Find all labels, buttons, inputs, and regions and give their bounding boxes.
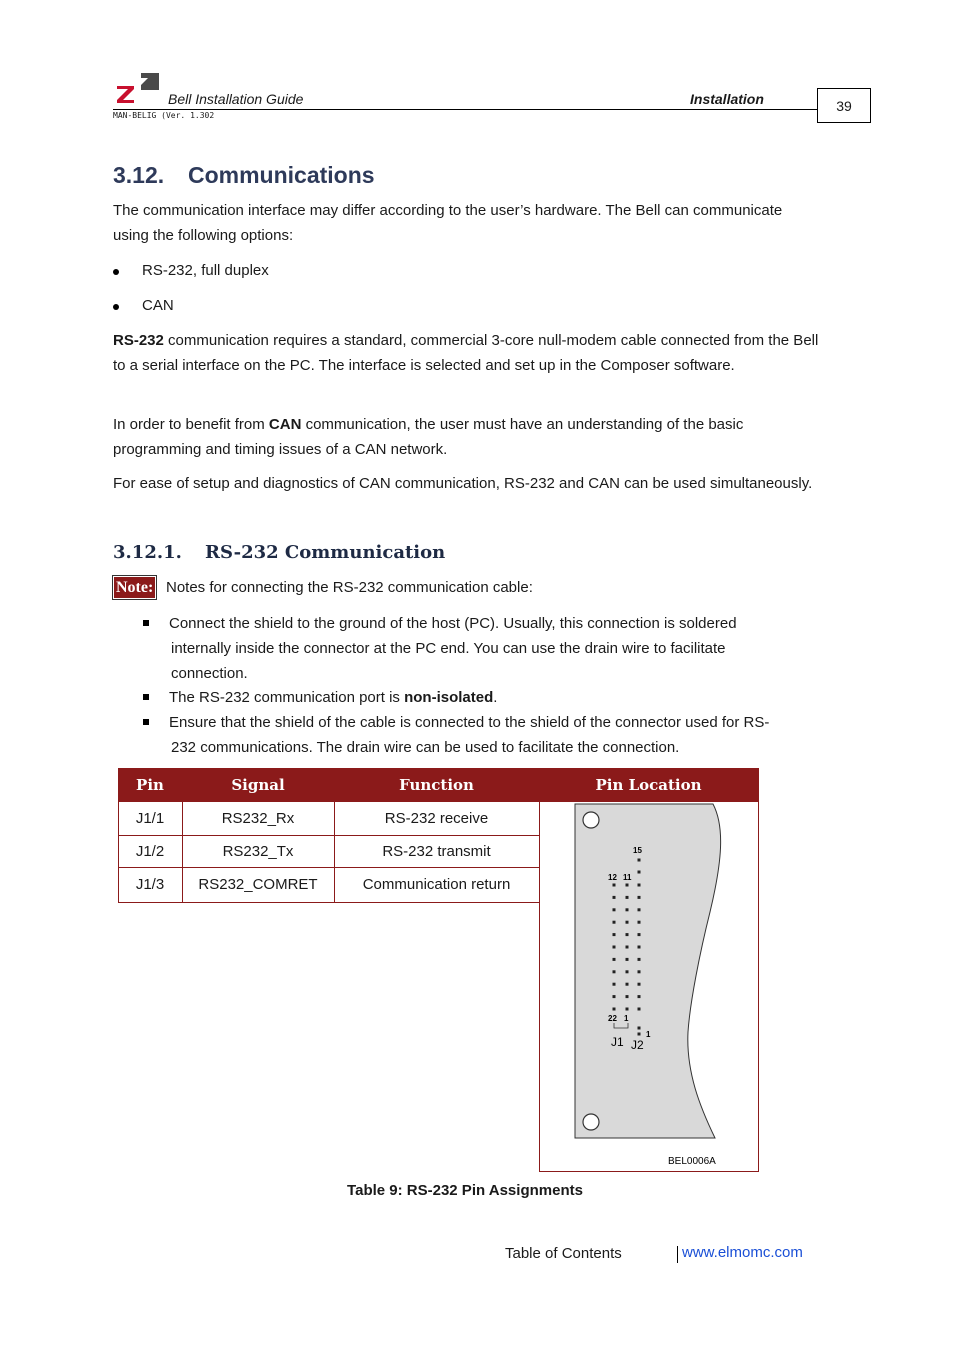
list-item-text: RS-232, full duplex [142,262,269,279]
can-paragraph [113,412,828,462]
table-border [118,802,119,902]
connector-pin [638,1033,641,1036]
connector-pin [638,1027,641,1030]
note-line: internally inside the connector at the PC end. You can use the drain wire to facilitate [171,640,726,657]
connector-pin [626,896,629,899]
cell-function: RS-232 transmit [382,842,491,860]
column-header-signal: Signal [231,776,285,794]
connector-pin [613,1008,616,1011]
note-line: Ensure that the shield of the cable is connected to the shield of the connector used for RS- [169,714,770,731]
non-isolated-bold: non-isolated [404,689,494,706]
section-number: 3.12. [113,162,165,188]
section-title-text: Communications [188,162,375,188]
connector-pin [613,896,616,899]
note-line: Connect the shield to the ground of the host (PC). Usually, this connection is soldered [169,615,737,632]
mounting-hole-top [583,812,599,828]
label-pin-1-j2: 1 [646,1030,651,1039]
connector-pin [613,983,616,986]
label-pin-15: 15 [633,846,642,855]
connector-pin [626,884,629,887]
connector-pin [613,946,616,949]
table-of-contents-link[interactable]: Table of Contents [505,1245,622,1262]
cell-signal: RS232_Tx [222,842,294,860]
connector-pin [638,970,641,973]
connector-pin [638,871,641,874]
can-text-after: communication, the user must have an understanding of the basic programming and timing issues of a CAN network. [113,416,744,458]
connector-pin [638,933,641,936]
header-guide-title: Bell Installation Guide [168,91,304,107]
label-j1: J1 [611,1035,624,1049]
connector-pin [626,908,629,911]
connector-pin [626,995,629,998]
connector-pin [638,896,641,899]
website-link[interactable]: www.elmomc.com [682,1244,803,1261]
connector-pin [613,921,616,924]
column-header-pin-location: Pin Location [595,776,702,794]
connector-pin [626,921,629,924]
figure-code: BEL0006A [668,1156,716,1167]
subsection-title-text: RS-232 Communication [205,542,446,563]
page-number: 39 [817,88,871,123]
intro-paragraph: The communication interface may differ according to the user’s hardware. The Bell can communicate using the following options: [113,202,783,244]
note-text-before: The RS-232 communication port is [169,689,405,706]
cell-function: Communication return [362,876,511,893]
subsection-number: 3.12.1. [113,542,182,563]
square-bullet [143,719,149,725]
note-line: 232 communications. The drain wire can be used to facilitate the connection. [171,739,680,756]
pin-assignment-table [118,768,758,1172]
cell-function: RS-232 receive [384,810,489,827]
cell-pin: J1/2 [135,842,165,860]
note-list-item-text [169,611,819,686]
note-list-item-text [169,710,819,760]
column-header-pin: Pin [136,776,164,794]
connector-pin [638,859,641,862]
cell-signal: RS232_COMRET [198,876,318,893]
table-border [539,1171,758,1172]
elmo-logo [117,73,159,103]
table-border [118,867,539,868]
table-border [118,902,539,903]
bullet-dot [113,269,119,275]
connector-pin [638,946,641,949]
can-text-before: In order to benefit from [113,416,269,433]
table-border [182,802,183,902]
connector-pin [626,1008,629,1011]
can-bold: CAN [268,416,302,433]
connector-pin [613,958,616,961]
diagnostics-paragraph: For ease of setup and diagnostics of CAN communication, RS-232 and CAN can be used simultaneously. [113,475,813,492]
mounting-hole-bottom [583,1114,599,1130]
connector-pin [613,908,616,911]
connector-pin [638,995,641,998]
connector-pin [613,933,616,936]
note-text: Notes for connecting the RS-232 communication cable: [166,579,533,596]
note-line: connection. [171,665,248,682]
note-list-item-text [169,685,819,710]
connector-pin [613,995,616,998]
header-rule [113,109,818,110]
connector-pin [638,958,641,961]
footer-separator [677,1246,678,1263]
square-bullet [143,620,149,626]
rs232-bold: RS-232 [113,332,164,349]
bullet-dot [113,304,119,310]
table-header [118,768,758,802]
connector-pin [626,958,629,961]
cell-pin: J1/1 [135,810,165,827]
header-section-name: Installation [690,91,764,107]
connector-pin [613,970,616,973]
rs232-paragraph [113,328,828,378]
rs232-text: communication requires a standard, commercial 3-core null-modem cable connected from the Bell to a serial interface on the PC. The interface is selected and set up in the Composer software. [113,332,819,374]
label-pin-1-j1: 1 [624,1014,629,1023]
cell-pin: J1/3 [135,876,165,893]
table-caption: Table 9: RS-232 Pin Assignments [347,1182,583,1199]
table-border [118,835,539,836]
square-bullet [143,694,149,700]
connector-pin [638,921,641,924]
section-title [113,162,375,189]
connector-pin [638,884,641,887]
cell-signal: RS232_Rx [221,810,295,827]
connector-pin [638,983,641,986]
column-header-function: Function [399,776,474,794]
connector-pin [626,983,629,986]
connector-pin [626,946,629,949]
list-item-text: CAN [142,297,174,314]
connector-pin [613,884,616,887]
label-pin-12: 12 [608,873,617,882]
label-pin-11: 11 [623,873,632,882]
connector-pin [626,970,629,973]
note-text-after: . [493,689,498,706]
header-doc-code: MAN-BELIG (Ver. 1.302 [113,111,215,120]
pin-location-figure [540,802,758,1171]
table-border [334,802,335,902]
subsection-title [113,542,445,563]
note-badge: Note: [116,579,154,596]
connector-pin [626,933,629,936]
table-border [758,768,759,1172]
connector-pin [638,908,641,911]
label-pin-22: 22 [608,1014,617,1023]
connector-pin [638,1008,641,1011]
label-j2: J2 [631,1038,644,1052]
